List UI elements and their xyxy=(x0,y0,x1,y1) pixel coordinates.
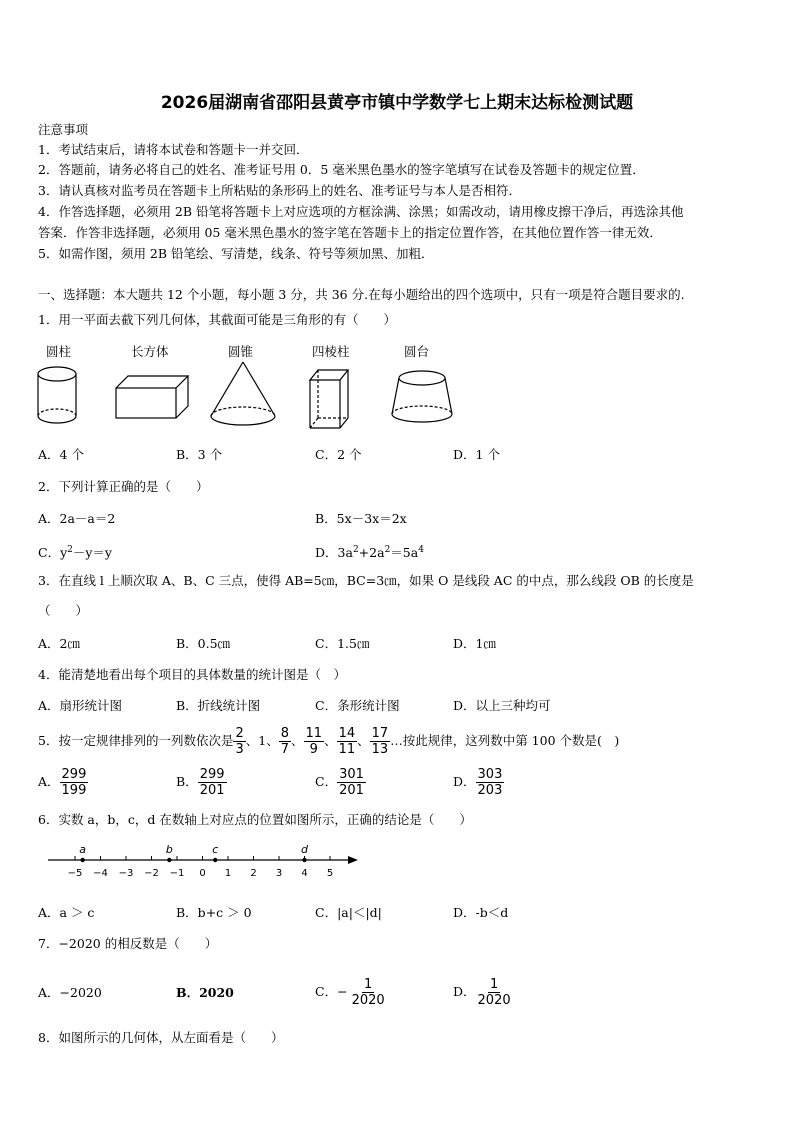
q3-option-b: B．0.5㎝ xyxy=(176,636,231,651)
numerator: 14 xyxy=(338,725,356,741)
q5-seq-term: 1 xyxy=(258,733,267,748)
q5-option-d xyxy=(453,762,504,802)
denominator: 11 xyxy=(338,741,356,757)
q5-seq-term xyxy=(370,726,391,757)
q5-suffix: …按此规律，这列数中第 100 个数是( ) xyxy=(390,733,620,748)
q6-option-c: C．|a|＜|d| xyxy=(315,905,382,920)
q2-c-text: C．y xyxy=(38,545,68,561)
denominator: 199 xyxy=(61,782,87,798)
option-fraction xyxy=(476,767,505,798)
option-fraction xyxy=(350,977,387,1008)
denominator: 203 xyxy=(477,782,503,798)
q5-option-a xyxy=(38,762,88,802)
tick-label: −2 xyxy=(144,868,159,879)
option-label: D． xyxy=(453,984,476,999)
notice-heading: 注意事项 xyxy=(38,122,89,137)
denominator: 2020 xyxy=(351,992,385,1008)
tick-label: 0 xyxy=(199,868,206,879)
option-label: D． xyxy=(453,774,476,789)
q2-d-exponent: 4 xyxy=(418,545,424,555)
point-label-b: b xyxy=(165,843,173,856)
option-label: B． xyxy=(176,774,198,789)
denominator: 13 xyxy=(371,741,389,757)
cuboid-figure xyxy=(116,376,188,418)
question-3-stem: 3．在直线 l 上顺次取 A、B、C 三点，使得 AB=5㎝，BC=3㎝，如果 O 是线段 AC 的中点，那么线段 OB 的长度是 xyxy=(38,573,694,588)
q2-d-text-eq: ＝5a xyxy=(390,545,419,561)
q5-separator: 、 xyxy=(291,733,304,748)
option-fraction xyxy=(337,767,366,798)
q4-option-d: D．以上三种均可 xyxy=(453,698,551,713)
notice-item: 1．考试结束后，请将本试卷和答题卡一并交回． xyxy=(38,142,309,157)
shape-label-prism: 四棱柱 xyxy=(312,344,350,359)
q4-option-a: A．扇形统计图 xyxy=(38,698,123,713)
tick-label: −4 xyxy=(93,868,108,879)
q2-d-exponent: 2 xyxy=(352,545,359,555)
solid-figures-illustration xyxy=(30,358,460,438)
tick-label: 5 xyxy=(326,868,334,879)
numerator: 303 xyxy=(477,766,503,782)
number-line xyxy=(40,840,370,882)
q7-option-c xyxy=(315,972,387,1012)
numerator: 1 xyxy=(489,976,499,992)
shape-label-cone: 圆锥 xyxy=(228,344,254,359)
q5-separator: 、 xyxy=(324,733,337,748)
point-a xyxy=(80,858,84,862)
question-4-stem: 4．能清楚地看出每个项目的具体数量的统计图是（ ） xyxy=(38,667,346,682)
q7-option-a: A．−2020 xyxy=(38,985,102,1000)
notice-item: 3．请认真核对监考员在答题卡上所粘贴的条形码上的姓名、准考证号与本人是否相符． xyxy=(38,183,521,198)
section-heading: 一、选择题：本大题共 12 个小题，每小题 3 分，共 36 分.在每小题给出的四个选项中，只有一项是符合题目要求的. xyxy=(38,287,685,302)
notice-item: 5．如需作图，须用 2B 铅笔绘、写清楚，线条、符号等须加黑、加粗． xyxy=(38,246,434,261)
q3-option-a: A．2㎝ xyxy=(38,636,80,651)
numerator: 17 xyxy=(371,725,389,741)
q2-d-exponent: 2 xyxy=(384,545,391,555)
q2-c-text-rest: －y＝y xyxy=(72,545,112,561)
denominator: 9 xyxy=(309,741,318,757)
option-label: C． xyxy=(315,774,338,789)
number-line-arrow xyxy=(348,856,358,864)
q5-seq-term xyxy=(304,726,325,757)
numerator: 1 xyxy=(363,976,373,992)
option-fraction xyxy=(476,977,513,1008)
question-8-stem: 8．如图所示的几何体，从左面看是（ ） xyxy=(38,1030,284,1045)
question-3-paren: （ ） xyxy=(38,603,89,618)
shape-label-cuboid: 长方体 xyxy=(131,344,169,359)
option-label: A． xyxy=(38,774,60,789)
option-label: C． xyxy=(315,984,338,999)
shape-label-cylinder: 圆柱 xyxy=(46,344,72,359)
q6-option-a: A．a ＞ c xyxy=(38,905,95,920)
notice-item: 4．作答选择题，必须用 2B 铅笔将答题卡上对应选项的方框涂满、涂黑；如需改动，请用橡皮擦干净后，再选涂其他 xyxy=(38,204,684,219)
q2-option-b: B．5x－3x＝2x xyxy=(315,511,407,526)
denominator: 201 xyxy=(339,782,364,798)
numerator: 299 xyxy=(61,766,87,782)
q5-option-b xyxy=(176,762,227,802)
question-2-stem: 2．下列计算正确的是（ ） xyxy=(38,479,209,494)
q5-separator: 、 xyxy=(266,733,279,748)
q5-prefix: 5．按一定规律排列的一列数依次是 xyxy=(38,733,234,748)
q7-option-b: B．2020 xyxy=(176,985,234,1000)
tick-label: 3 xyxy=(275,868,283,879)
q5-seq-term xyxy=(279,726,291,757)
page-title: 2026届湖南省邵阳县黄亭市镇中学数学七上期末达标检测试题 xyxy=(160,93,634,113)
numerator: 8 xyxy=(280,725,290,741)
q5-separator: 、 xyxy=(245,733,259,748)
point-b xyxy=(167,858,171,862)
q6-option-b: B．b+c ＞ 0 xyxy=(176,905,252,920)
q1-option-a: A．4 个 xyxy=(38,447,84,462)
point-c xyxy=(213,858,217,862)
q6-option-d: D．-b＜d xyxy=(453,905,509,920)
cylinder-figure xyxy=(38,367,76,423)
tick-label: −3 xyxy=(118,868,134,879)
q3-option-d: D．1㎝ xyxy=(453,636,496,651)
q4-option-c: C．条形统计图 xyxy=(315,698,400,713)
frustum-figure xyxy=(392,371,452,422)
minus-sign: − xyxy=(337,984,348,999)
prism-figure xyxy=(310,370,348,428)
q2-d-text-mid: +2a xyxy=(358,545,385,561)
q2-option-a: A．2a－a＝2 xyxy=(38,511,116,526)
q2-option-c xyxy=(38,542,112,561)
q4-option-b: B．折线统计图 xyxy=(176,698,261,713)
question-5-stem xyxy=(38,721,619,761)
q1-option-c: C．2 个 xyxy=(315,447,362,462)
denominator: 7 xyxy=(280,741,290,757)
numerator: 2 xyxy=(235,725,244,741)
q5-option-c xyxy=(315,762,366,802)
shape-label-frustum: 圆台 xyxy=(404,344,430,359)
question-6-stem: 6．实数 a，b，c，d 在数轴上对应点的位置如图所示，正确的结论是（ ） xyxy=(38,812,472,827)
point-d xyxy=(302,858,306,862)
question-1-stem: 1．用一平面去截下列几何体，其截面可能是三角形的有（ ） xyxy=(38,312,396,327)
q7-option-d xyxy=(453,972,513,1012)
numerator: 299 xyxy=(199,766,225,782)
point-label-c: c xyxy=(212,843,219,856)
cone-figure xyxy=(211,362,275,425)
denominator: 2020 xyxy=(477,992,511,1008)
q5-separator: 、 xyxy=(357,733,370,748)
q2-option-d xyxy=(315,542,424,561)
point-label-a: a xyxy=(79,843,87,856)
notice-item: 2．答题前，请务必将自己的姓名、准考证号用 0．5 毫米黑色墨水的签字笔填写在试卷及答题卡的规定位置． xyxy=(38,162,645,177)
question-7-stem: 7．−2020 的相反数是（ ） xyxy=(38,936,218,951)
q1-option-b: B．3 个 xyxy=(176,447,223,462)
tick-label: −1 xyxy=(169,868,185,879)
notice-item: 答案．作答非选择题，必须用 05 毫米黑色墨水的签字笔在答题卡上的指定位置作答，在其他位置作答一律无效． xyxy=(38,225,662,240)
q3-option-c: C．1.5㎝ xyxy=(315,636,370,651)
point-label-d: d xyxy=(301,843,308,856)
q5-seq-term xyxy=(233,726,245,757)
denominator: 3 xyxy=(235,741,244,757)
tick-label: −5 xyxy=(67,868,83,879)
tick-label: 1 xyxy=(224,868,232,879)
q2-c-exponent: 2 xyxy=(67,545,73,555)
tick-label: 2 xyxy=(250,868,257,879)
q1-option-d: D．1 个 xyxy=(453,447,500,462)
option-fraction xyxy=(198,767,227,798)
tick-label: 4 xyxy=(301,868,308,879)
numerator: 301 xyxy=(339,766,364,782)
q2-d-text: D．3a xyxy=(315,545,353,561)
numerator: 11 xyxy=(305,725,323,741)
denominator: 201 xyxy=(199,782,225,798)
option-fraction xyxy=(60,767,89,798)
q5-seq-term xyxy=(337,726,358,757)
